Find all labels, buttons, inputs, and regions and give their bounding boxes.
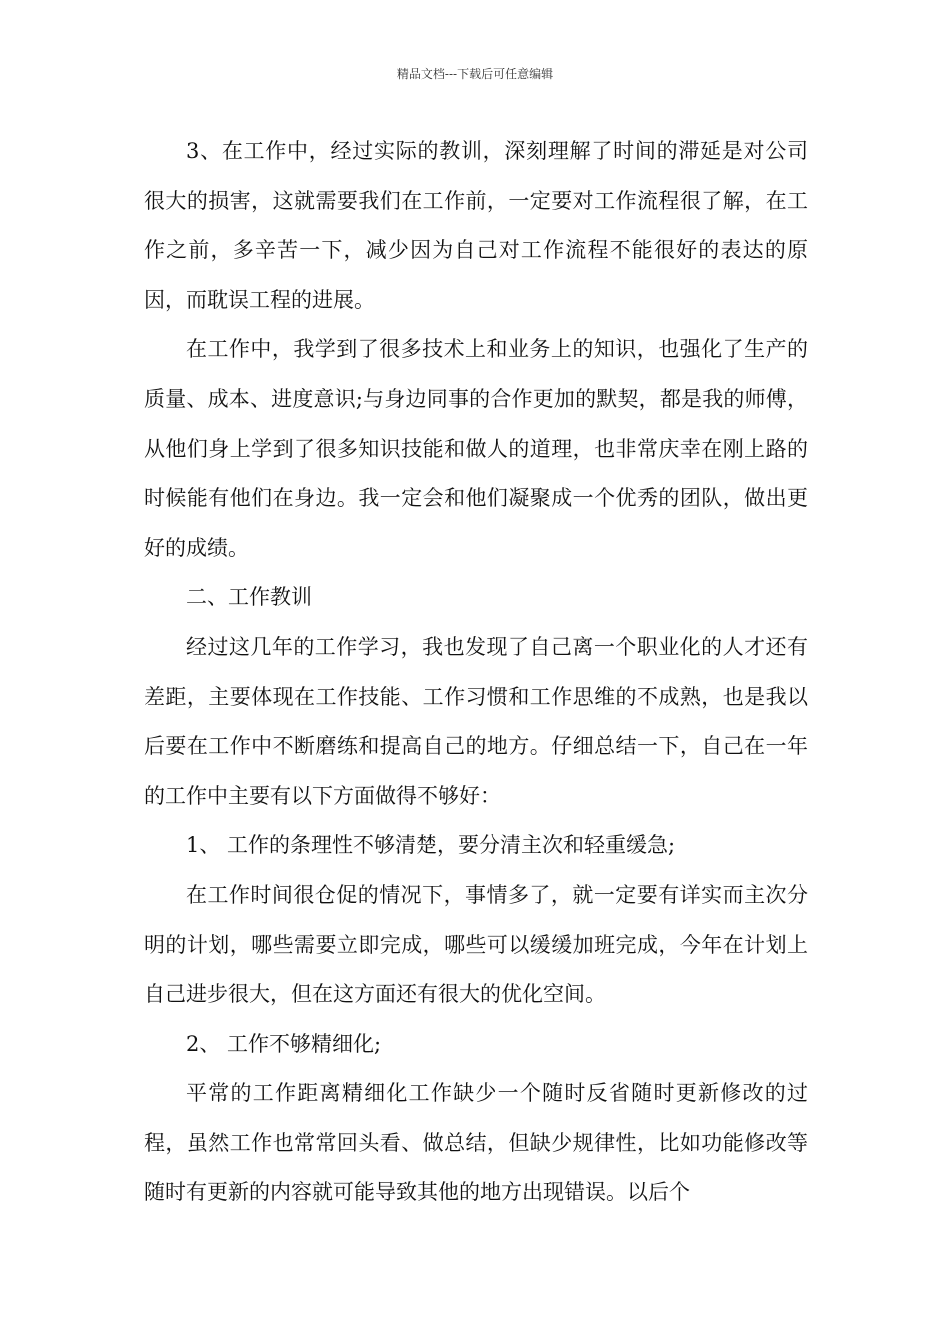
page-header: 精品文档---下载后可任意编辑 xyxy=(396,67,554,81)
paragraph-time-delay-lesson: 3、在工作中，经过实际的教训，深刻理解了时间的滞延是对公司很大的损害，这就需要我们在工作前，一定要对工作流程很了解，在工作之前，多辛苦一下，减少因为自己对工作流程不能很好的表达的原因，而耽误工程的进展。 xyxy=(144,139,808,312)
document-body xyxy=(144,127,808,1218)
paragraph-planning: 在工作时间很仓促的情况下，事情多了，就一定要有详实而主次分明的计划，哪些需要立即完成，哪些可以缓缓加班完成，今年在计划上自己进步很大，但在这方面还有很大的优化空间。 xyxy=(144,882,808,1007)
section-heading-work-lessons: 二、工作教训 xyxy=(186,585,312,610)
paragraph-knowledge-gained: 在工作中，我学到了很多技术上和业务上的知识，也强化了生产的质量、成本、进度意识;与身边同事的合作更加的默契，都是我的师傅，从他们身上学到了很多知识技能和做人的道理，也非常庆幸在刚上路的时候能有他们在身边。我一定会和他们凝聚成一个优秀的团队，做出更好的成绩。 xyxy=(144,337,808,560)
list-item-2-heading: 2、 工作不够精细化; xyxy=(186,1031,382,1056)
paragraph-refinement: 平常的工作距离精细化工作缺少一个随时反省随时更新修改的过程，虽然工作也常常回头看、做总结，但缺少规律性，比如功能修改等随时有更新的内容就可能导致其他的地方出现错误。以后个 xyxy=(144,1081,808,1205)
paragraph-self-assessment: 经过这几年的工作学习，我也发现了自己离一个职业化的人才还有差距，主要体现在工作技能、工作习惯和工作思维的不成熟，也是我以后要在工作中不断磨练和提高自己的地方。仔细总结一下，自己在一年的工作中主要有以下方面做得不够好： xyxy=(144,634,808,808)
list-item-1-heading: 1、 工作的条理性不够清楚，要分清主次和轻重缓急; xyxy=(186,833,676,858)
